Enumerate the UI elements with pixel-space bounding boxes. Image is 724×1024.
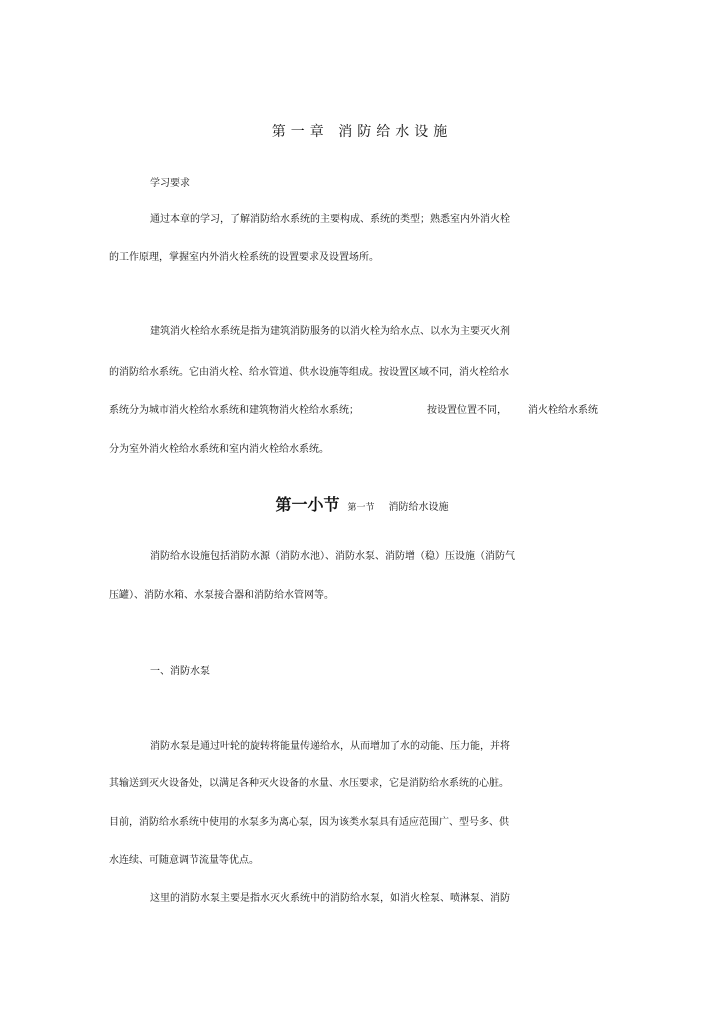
chapter-title: 第一章 消防给水设施 [271, 124, 453, 140]
study-line-1: 通过本章的学习，了解消防给水系统的主要构成、系统的类型；熟悉室内外消火栓 [150, 214, 510, 225]
para3-line-3: 目前，消防给水系统中使用的水泵多为离心泵，因为该类水泵具有适应范围广、型号多、供 [109, 817, 509, 828]
section-heading-main: 第一小节 [275, 495, 340, 514]
para1-line-3b: 按设置位置不同， [427, 405, 507, 416]
para3-line-2: 其输送到灭火设备处，以满足各种灭火设备的水量、水压要求，它是消防给水系统的心脏。 [109, 778, 509, 789]
para3-line-4: 水连续、可随意调节流量等优点。 [109, 855, 259, 866]
para3-line-5: 这里的消防水泵主要是指水灭火系统中的消防给水泵，如消火栓泵、喷淋泵、消防 [150, 893, 510, 904]
para2-line-2: 压罐）、消防水箱、水泵接合器和消防给水管网等。 [109, 590, 334, 601]
para1-line-2: 的消防给水系统。它由消火栓、给水管道、供水设施等组成。按设置区域不同，消火栓给水 [109, 367, 509, 378]
para3-line-1: 消防水泵是通过叶轮的旋转将能量传递给水，从而增加了水的动能、压力能，并将 [150, 741, 510, 752]
para1-line-3a: 系统分为城市消火栓给水系统和建筑物消火栓给水系统； [109, 405, 359, 416]
study-heading: 学习要求 [150, 178, 190, 189]
para2-line-1: 消防给水设施包括消防水源（消防水池）、消防水泵、消防增（稳）压设施（消防气 [150, 551, 515, 562]
para1-line-4: 分为室外消火栓给水系统和室内消火栓给水系统。 [109, 444, 329, 455]
sub1-heading: 一、消防水泵 [150, 666, 210, 677]
para1-line-1: 建筑消火栓给水系统是指为建筑消防服务的以消火栓为给水点、以水为主要灭火剂 [150, 326, 510, 337]
section-heading-title: 消防给水设施 [388, 502, 449, 513]
study-line-2: 的工作原理，掌握室内外消火栓系统的设置要求及设置场所。 [109, 252, 379, 263]
section-heading-sub: 第一节 [347, 503, 375, 513]
section-heading [0, 492, 724, 515]
para1-line-3c: 消火栓给水系统 [528, 405, 598, 416]
